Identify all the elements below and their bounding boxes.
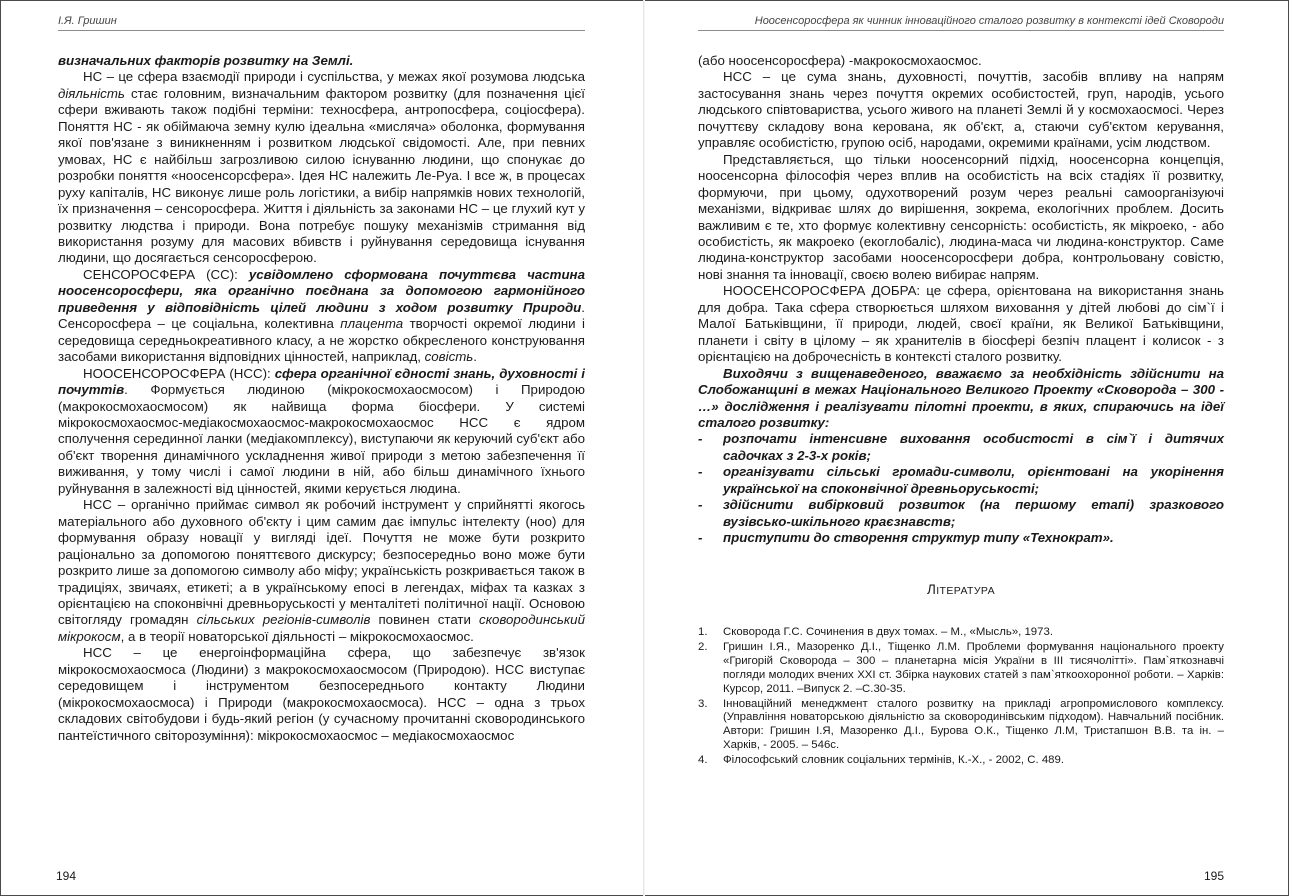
left-running-header: І.Я. Гришин [58,15,585,31]
paragraph-r2: НСС – це сума знань, духовності, почуттів, засобів впливу на напрям застосування знань через почуття окремих особистостей, груп, народів, усього людського співтовариства, усього живого на планеті Землі й у космохаосмосі. Через почуттєву складову вона керована, як об'єкт, а, стаючи суб'єктом керування, управляє особистістю, групою осіб, народами, окремими країнами, усім людством. [698,69,1224,151]
left-page [58,0,585,896]
right-page [698,0,1224,896]
paragraph-r3: Представляється, що тільки ноосенсорний підхід, ноосенсорна концепція, ноосенсорна філософія через вплив на особистість на всіх стадіях її розвитку, формуючи, при цьому, одухотворений розум через реальні самоорганізуючі механізми, відкриває шлях до вирішення, зокрема, екологічних проблем. Досить важливим є те, хто формує колективну сенсорність: особистість, як мікроеко, - або особистість, як макроеко (екоглобаліс), людина-маса чи людина-конструктор. Саме людина-конструктор засобами ноосенсоросфери добра, контрольовану совістю, нові знання та інновації, своєю волею вибирає напрям. [698,151,1224,282]
right-page-body [698,53,1224,769]
bullet-item: - організувати сільські громади-символи, орієнтовані на укорінення української на споконвічної древньоруськості; [698,464,1224,496]
reference-item: 3. Інноваційний менеджмент сталого розвитку на прикладі агропромислового комплексу. (Управління новаторською діяльністю за сковородинівським підходом). Навчальний посібник. Автори: Гришин І.Я, Мазоренко Д.І., Бурова О.К., Тіщенко Л.М, Тристапшон В.В. та ін. – Харків, - 2005. – 546с. [698,697,1224,752]
bullet-item: - здійснити вибірковий розвиток (на першому етапі) зразкового вузівсько-шкільного краєзнавств; [698,497,1224,529]
bullet-item: - розпочати інтенсивне виховання особистості в сім`ї і дитячих садочках з 2-3-х років; [698,431,1224,463]
paragraph-r1: (або ноосенсоросфера) -макрокосмохаосмос. [698,53,982,68]
paragraph-r5: Виходячи з вищенаведеного, вважаємо за необхідність здійснити на Слобожанщині в межах Національного Великого Проекту «Сковорода – 300 - …» дослідження і реалізувати пілотні проекти, в яких, спираючись на ідеї сталого розвитку: [698,365,1224,430]
reference-item: 4. Філософський словник соціальних термінів, К.-Х., - 2002, С. 489. [698,754,1064,767]
page-number-left: 194 [56,869,77,883]
paragraph-4: НООСЕНСОРОСФЕРА (НСС): сфера органічної єдності знань, духовності і почуттів. Формується людиною (мікрокосмохаосмосом) і Природою (макрокосмохаосмосом) як найвища форма біосфери. У системі мікрокосмохаосмос-медіакосмохаосмос-макрокосмохаосмос НСС є ядром сполучення серединної ланки (медіакомплексу), виступаючи як керуючий суб'єкт або об'єкт творення динамічного ускладнення живої природи з метою забезпечення її виживання, у тому числі і самої людини в ній, або більш динамічного їхнього руйнування в залежності від цінностей, якими керується людина. [58,365,585,496]
reference-item: 1. Сковорода Г.С. Сочинения в двух томах. – М., «Мысль», 1973. [698,626,1053,639]
bullet-item: - приступити до створення структур типу «Технократ». [698,530,1114,546]
reference-list [698,626,1224,768]
paragraph-6: НСС – це енергоінформаційна сфера, що забезпечує зв'язок мікрокосмохаосмоса (Людини) з макрокосмохаосмосом (Природою). НСС виступає середовищем і інструментом безпосереднього контакту Людини (мікрокосмохаосмоса) і Природи (макрокосмохаосмоса). НСС – одна з трьох складових світобудови і будь-який регіон (у сучасному прочитанні сковородинського пантеїстичного світорозуміння): мікрокосмохаосмос – медіакосмохаосмос [58,645,585,743]
paragraph-1: визначальних факторів розвитку на Землі. [58,53,354,68]
paragraph-2: НС – це сфера взаємодії природи і суспільства, у межах якої розумова людська діяльність стає головним, визначальним фактором розвитку (для позначення цієї сфери вживають також подібні терміни: техносфера, антропосфера, соціосфера). Поняття НС - як обіймаюча земну кулю ідеальна «мисляча» оболонка, формування якої пов'язане з виникненням і розвитком людської свідомості. Але, при певних умовах, НС є найбільш загрозливою силою існуванню людини, що спонукає до розробки поняття «ноосенсорсфера». Ідея НС належить Ле-Руа. І все ж, в процесах руху капіталів, НС виконує лише роль логістики, а вибір напрямків нових технологій, їх призначення – сенсоросфера. Життя і діяльність за законами НС – це глухий кут у розвитку людства і природи. Вона потребує пошуку механізмів стримання від використання розуму для масових вбивств і руйнування середовища існування людини, що досягається сенсоросферою. [58,69,585,266]
reference-item: 2. Гришин І.Я., Мазоренко Д.І., Тіщенко Л.М. Проблеми формування національного проекту «Григорій Сковорода – 300 – планетарна місія України в ІІІ тисячолітті». Пам`яткознавчі погляди молодих вчених ХХІ ст. Збірка наукових статей з пам`яткоохоронної роботи. – Харків: Курсор, 2011. –Випуск 2. –С.30-35. [698,640,1224,695]
left-page-body [58,53,585,744]
paragraph-5: НСС – органічно приймає символ як робочий інструмент у сприйнятті якогось матеріального або духовного об'єкту і цим самим дає імпульс інтелекту (ноо) для формування образу новації у вигляді ідеї. Почуття не може бути розкрито раціонально за допомогою поняттєвого дискурсу; безпосередньо воно може бути розкрито лише за допомогою символу або міфу; українськість розкривається також в традиціях, звичаях, етикеті; а в українському епосі в легендах, міфах та казках з орієнтацією на споконвічні древньоруськості у менталітеті політичної нації. Основою світогляду громадян сільських регіонів-символів повинен стати сковородинський мікрокосм, а в теорії новаторської діяльності – мікрокосмохаосмос. [58,497,585,644]
literature-heading: ЛІТЕРАТУРА [926,581,996,597]
right-running-header: Ноосенсоросфера як чинник інноваційного сталого розвитку в контексті ідей Сковороди [698,15,1224,31]
book-gutter [643,0,645,896]
paragraph-r4: НООСЕНСОРОСФЕРА ДОБРА: це сфера, орієнтована на використання знань для добра. Така сфера створюється шляхом виховання у дітей любові до сім`ї і Малої Батьківщини, її природи, людей, своєї країни, як Великої Батьківщини, планети і світу в цілому – як хранителів в біосфері безпіч плацент і колисок - з орієнтацією на доброчесність в контексті сталого розвитку. [698,283,1224,365]
paragraph-3: СЕНСОРОСФЕРА (СС): усвідомлено сформована почуттєва частина ноосенсоросфери, яка органічно поєднана за допомогою гармонійного приведення у відповідність цілей людини з ходом розвитку Природи. Сенсоросфера – це соціальна, колективна плацента творчості окремої людини і середовища середньокреативного класу, а не жорстко обкресленого конструювання засобами використання відповідних цінностей, наприклад, совість. [58,266,585,365]
page-number-right: 195 [1203,869,1224,883]
